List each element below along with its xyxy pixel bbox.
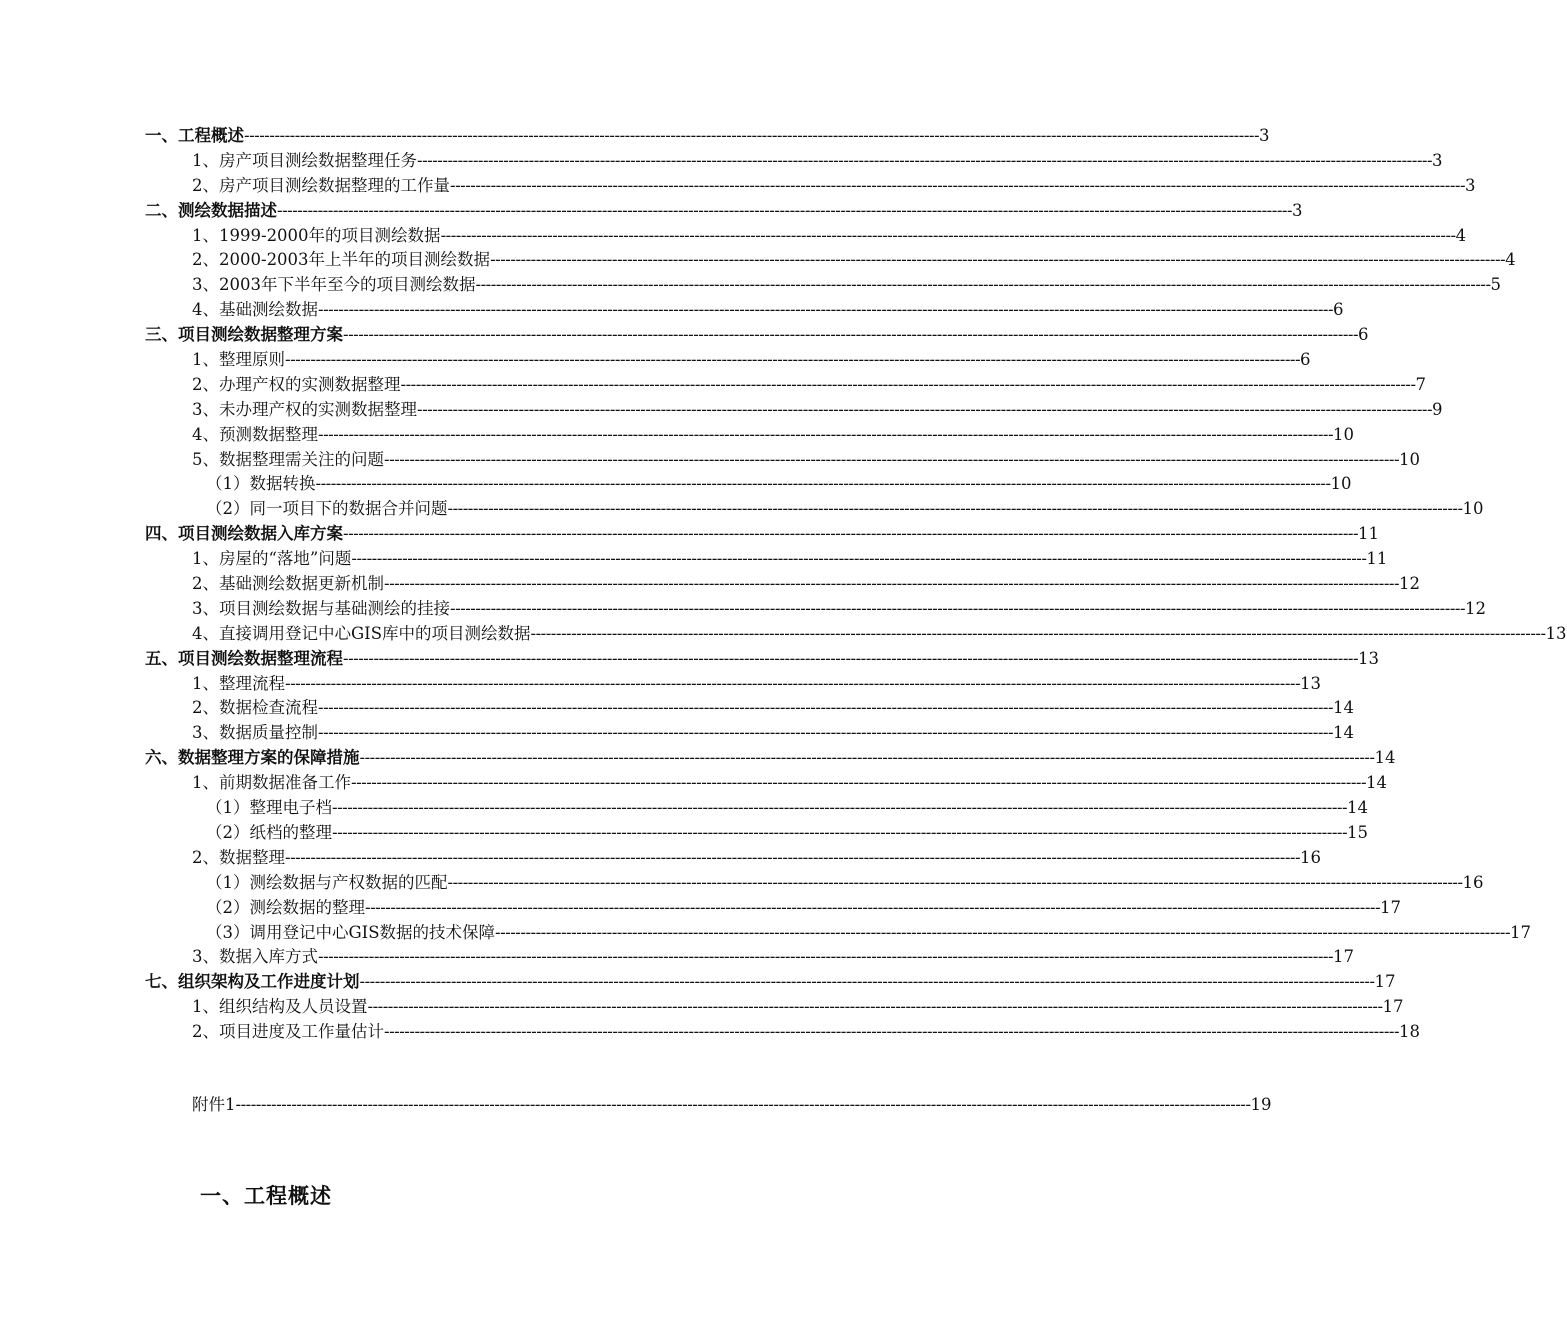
toc-leader: -------------------------------------------------------------------------------------------------------------------------------------------------------------------------------------------------------- — [351, 549, 1367, 569]
toc-entry-title: 3、数据入库方式 — [192, 947, 318, 967]
toc-page-number: 17 — [1380, 897, 1402, 917]
toc-leader: -------------------------------------------------------------------------------------------------------------------------------------------------------------------------------------------------------- — [367, 997, 1383, 1017]
toc-entry-title: 二、测绘数据描述 — [145, 200, 277, 220]
toc-entry[interactable] — [206, 871, 1484, 896]
toc-entry[interactable] — [192, 622, 1567, 647]
toc-entry-title: 1、整理原则 — [192, 350, 285, 370]
toc-leader: -------------------------------------------------------------------------------------------------------------------------------------------------------------------------------------------------------- — [318, 947, 1334, 967]
toc-leader: -------------------------------------------------------------------------------------------------------------------------------------------------------------------------------------------------------- — [384, 449, 1400, 469]
toc-page-number: 18 — [1399, 1022, 1421, 1042]
toc-entry-title: 附件1 — [192, 1094, 236, 1114]
toc-leader: -------------------------------------------------------------------------------------------------------------------------------------------------------------------------------------------------------- — [450, 598, 1466, 618]
toc-entry[interactable] — [192, 672, 1322, 697]
toc-entry-title: 3、数据质量控制 — [192, 723, 318, 743]
toc-entry[interactable] — [145, 124, 1270, 149]
toc-leader: -------------------------------------------------------------------------------------------------------------------------------------------------------------------------------------------------------- — [400, 374, 1416, 394]
toc-leader: -------------------------------------------------------------------------------------------------------------------------------------------------------------------------------------------------------- — [285, 673, 1301, 693]
toc-leader: -------------------------------------------------------------------------------------------------------------------------------------------------------------------------------------------------------- — [384, 1022, 1400, 1042]
toc-entry[interactable] — [192, 995, 1404, 1020]
toc-entry-title: 2、项目进度及工作量估计 — [192, 1022, 384, 1042]
toc-entry-title: 五、项目测绘数据整理流程 — [145, 648, 343, 668]
toc-entry-title: 四、项目测绘数据入库方案 — [145, 524, 343, 544]
toc-page-number: 11 — [1366, 549, 1388, 569]
toc-entry[interactable] — [192, 298, 1344, 323]
toc-entry[interactable] — [192, 597, 1487, 622]
toc-entry[interactable] — [192, 448, 1421, 473]
toc-entry-title: 4、预测数据整理 — [192, 424, 318, 444]
toc-page-number: 14 — [1333, 698, 1355, 718]
toc-entry[interactable] — [192, 1020, 1421, 1045]
toc-page-number: 12 — [1399, 574, 1421, 594]
toc-entry-title: 2、房产项目测绘数据整理的工作量 — [192, 175, 450, 195]
toc-leader: -------------------------------------------------------------------------------------------------------------------------------------------------------------------------------------------------------- — [440, 225, 1456, 245]
toc-page-number: 14 — [1347, 798, 1369, 818]
toc-entry-title: （2）同一项目下的数据合并问题 — [206, 499, 448, 519]
toc-entry[interactable] — [206, 472, 1352, 497]
toc-entry-title: 1、整理流程 — [192, 673, 285, 693]
toc-leader: -------------------------------------------------------------------------------------------------------------------------------------------------------------------------------------------------------- — [384, 574, 1400, 594]
toc-leader: -------------------------------------------------------------------------------------------------------------------------------------------------------------------------------------------------------- — [235, 1094, 1251, 1114]
toc-entry-title: 2、数据整理 — [192, 847, 285, 867]
toc-leader: -------------------------------------------------------------------------------------------------------------------------------------------------------------------------------------------------------- — [343, 648, 1359, 668]
toc-entry-title: 2、2000-2003年上半年的项目测绘数据 — [192, 250, 491, 270]
toc-entry[interactable] — [206, 821, 1369, 846]
toc-page-number: 3 — [1465, 175, 1476, 195]
toc-page-number: 17 — [1382, 997, 1404, 1017]
toc-page-number: 9 — [1432, 399, 1443, 419]
toc-entry[interactable] — [192, 248, 1516, 273]
toc-leader: -------------------------------------------------------------------------------------------------------------------------------------------------------------------------------------------------------- — [450, 175, 1466, 195]
toc-page-number: 10 — [1333, 424, 1355, 444]
toc-entry[interactable] — [145, 199, 1303, 224]
toc-entry-title: （3）调用登记中心GIS数据的技术保障 — [206, 922, 495, 942]
toc-leader: -------------------------------------------------------------------------------------------------------------------------------------------------------------------------------------------------------- — [318, 698, 1334, 718]
toc-entry[interactable] — [192, 273, 1502, 298]
section-heading: 一、工程概述 — [200, 1183, 332, 1208]
toc-page-number: 14 — [1333, 723, 1355, 743]
toc-page-number: 4 — [1455, 225, 1467, 245]
toc-page-number: 11 — [1358, 524, 1380, 544]
toc-leader: -------------------------------------------------------------------------------------------------------------------------------------------------------------------------------------------------------- — [359, 972, 1375, 992]
toc-leader: -------------------------------------------------------------------------------------------------------------------------------------------------------------------------------------------------------- — [359, 748, 1375, 768]
toc-entry[interactable] — [192, 149, 1443, 174]
toc-leader: -------------------------------------------------------------------------------------------------------------------------------------------------------------------------------------------------------- — [447, 499, 1463, 519]
toc-entry[interactable] — [206, 896, 1402, 921]
toc-page-number: 6 — [1333, 300, 1344, 320]
toc-leader: -------------------------------------------------------------------------------------------------------------------------------------------------------------------------------------------------------- — [285, 350, 1301, 370]
toc-page-number: 14 — [1366, 773, 1388, 793]
toc-entry-title: 1、前期数据准备工作 — [192, 773, 351, 793]
toc-entry-title: 1、房产项目测绘数据整理任务 — [192, 150, 417, 170]
toc-entry-title: （1）数据转换 — [206, 474, 316, 494]
toc-entry-title: 2、数据检查流程 — [192, 698, 318, 718]
toc-leader: -------------------------------------------------------------------------------------------------------------------------------------------------------------------------------------------------------- — [417, 150, 1433, 170]
toc-leader: -------------------------------------------------------------------------------------------------------------------------------------------------------------------------------------------------------- — [285, 847, 1301, 867]
toc-leader: -------------------------------------------------------------------------------------------------------------------------------------------------------------------------------------------------------- — [332, 798, 1348, 818]
toc-leader: -------------------------------------------------------------------------------------------------------------------------------------------------------------------------------------------------------- — [495, 922, 1511, 942]
toc-page-number: 15 — [1347, 822, 1369, 842]
toc-page-number: 3 — [1432, 150, 1443, 170]
toc-page-number: 6 — [1358, 325, 1369, 345]
toc-entry-title: 七、组织架构及工作进度计划 — [145, 972, 360, 992]
toc-entry[interactable] — [192, 696, 1355, 721]
toc-entry-title: 3、项目测绘数据与基础测绘的挂接 — [192, 598, 450, 618]
toc-entry[interactable] — [206, 796, 1369, 821]
toc-page-number: 16 — [1462, 872, 1484, 892]
toc-page-number: 17 — [1510, 922, 1532, 942]
toc-entry-title: 三、项目测绘数据整理方案 — [145, 325, 343, 345]
toc-entry[interactable] — [192, 398, 1443, 423]
toc-entry[interactable] — [192, 721, 1355, 746]
toc-entry-title: 1、房屋的“落地”问题 — [192, 549, 352, 569]
toc-entry[interactable] — [192, 572, 1421, 597]
toc-entry-title: 3、2003年下半年至今的项目测绘数据 — [192, 275, 476, 295]
toc-entry-title: （2）测绘数据的整理 — [206, 897, 365, 917]
toc-page-number: 3 — [1292, 200, 1303, 220]
toc-entry[interactable] — [192, 547, 1388, 572]
toc-leader: -------------------------------------------------------------------------------------------------------------------------------------------------------------------------------------------------------- — [490, 250, 1506, 270]
toc-entry[interactable] — [206, 921, 1532, 946]
toc-leader: -------------------------------------------------------------------------------------------------------------------------------------------------------------------------------------------------------- — [244, 126, 1260, 145]
toc-leader: -------------------------------------------------------------------------------------------------------------------------------------------------------------------------------------------------------- — [417, 399, 1433, 419]
toc-leader: -------------------------------------------------------------------------------------------------------------------------------------------------------------------------------------------------------- — [343, 325, 1359, 345]
toc-entry-title: 5、数据整理需关注的问题 — [192, 449, 384, 469]
toc-page-number: 10 — [1330, 474, 1352, 494]
toc-page-number: 4 — [1505, 250, 1516, 270]
toc-page-number: 19 — [1250, 1094, 1272, 1114]
toc-page-number: 3 — [1259, 126, 1270, 145]
toc-entry-title: 一、工程概述 — [145, 126, 244, 145]
toc-entry[interactable] — [145, 522, 1380, 547]
toc-entry[interactable] — [192, 423, 1355, 448]
toc-leader: -------------------------------------------------------------------------------------------------------------------------------------------------------------------------------------------------------- — [277, 200, 1293, 220]
toc-entry-title: 3、未办理产权的实测数据整理 — [192, 399, 417, 419]
toc-entry[interactable] — [145, 970, 1396, 995]
toc-entry[interactable] — [192, 224, 1467, 249]
toc-page-number: 10 — [1399, 449, 1421, 469]
toc-entry[interactable] — [192, 846, 1322, 871]
toc-page-number: 7 — [1415, 374, 1427, 394]
toc-page-number: 13 — [1300, 673, 1322, 693]
toc-entry-title: 六、数据整理方案的保障措施 — [145, 748, 360, 768]
toc-entry[interactable] — [206, 497, 1484, 522]
toc-leader: -------------------------------------------------------------------------------------------------------------------------------------------------------------------------------------------------------- — [447, 872, 1463, 892]
toc-leader: -------------------------------------------------------------------------------------------------------------------------------------------------------------------------------------------------------- — [365, 897, 1381, 917]
toc-leader: -------------------------------------------------------------------------------------------------------------------------------------------------------------------------------------------------------- — [475, 275, 1491, 295]
toc-entry-title: （2）纸档的整理 — [206, 822, 332, 842]
toc-entry-title: 4、直接调用登记中心GIS库中的项目测绘数据 — [192, 623, 531, 643]
toc-entry[interactable] — [145, 323, 1369, 348]
toc-page-number: 10 — [1462, 499, 1484, 519]
toc-entry[interactable] — [192, 945, 1355, 970]
toc-entry[interactable] — [192, 373, 1427, 398]
toc-page-number: 14 — [1374, 748, 1396, 768]
toc-entry[interactable] — [192, 348, 1311, 373]
toc-page-number: 6 — [1300, 350, 1311, 370]
toc-leader: -------------------------------------------------------------------------------------------------------------------------------------------------------------------------------------------------------- — [351, 773, 1367, 793]
toc-page-number: 16 — [1300, 847, 1322, 867]
toc-entry[interactable] — [145, 647, 1380, 672]
toc-entry-title: 1、1999-2000年的项目测绘数据 — [192, 225, 441, 245]
toc-entry-title: 1、组织结构及人员设置 — [192, 997, 368, 1017]
table-of-contents — [0, 124, 1567, 1118]
toc-page-number: 13 — [1358, 648, 1380, 668]
toc-page-number: 17 — [1374, 972, 1396, 992]
toc-leader: -------------------------------------------------------------------------------------------------------------------------------------------------------------------------------------------------------- — [318, 424, 1334, 444]
toc-leader: -------------------------------------------------------------------------------------------------------------------------------------------------------------------------------------------------------- — [318, 300, 1334, 320]
toc-entry-title: （1）测绘数据与产权数据的匹配 — [206, 872, 448, 892]
toc-page-number: 17 — [1333, 947, 1355, 967]
toc-entry[interactable] — [145, 746, 1396, 771]
toc-leader: -------------------------------------------------------------------------------------------------------------------------------------------------------------------------------------------------------- — [343, 524, 1359, 544]
toc-page-number: 12 — [1465, 598, 1487, 618]
toc-appendix-entry[interactable] — [192, 1093, 1272, 1118]
toc-page-number: 13 — [1545, 623, 1567, 643]
toc-entry-title: （1）整理电子档 — [206, 798, 332, 818]
toc-leader: -------------------------------------------------------------------------------------------------------------------------------------------------------------------------------------------------------- — [332, 822, 1348, 842]
toc-entry-title: 2、办理产权的实测数据整理 — [192, 374, 401, 394]
toc-entry-title: 2、基础测绘数据更新机制 — [192, 574, 384, 594]
toc-leader: -------------------------------------------------------------------------------------------------------------------------------------------------------------------------------------------------------- — [530, 623, 1546, 643]
toc-leader: -------------------------------------------------------------------------------------------------------------------------------------------------------------------------------------------------------- — [315, 474, 1331, 494]
toc-entry-title: 4、基础测绘数据 — [192, 300, 318, 320]
toc-entry[interactable] — [192, 771, 1388, 796]
toc-leader: -------------------------------------------------------------------------------------------------------------------------------------------------------------------------------------------------------- — [318, 723, 1334, 743]
toc-page-number: 5 — [1490, 275, 1502, 295]
toc-entry[interactable] — [192, 174, 1476, 199]
